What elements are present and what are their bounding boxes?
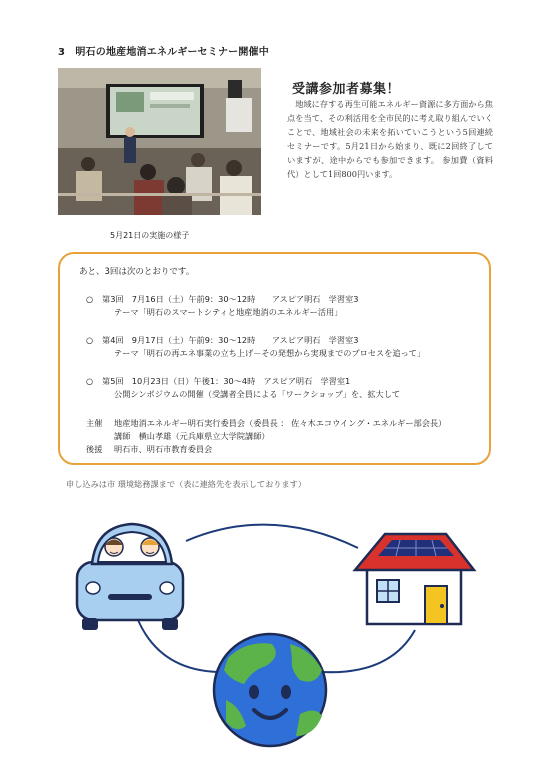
car-icon — [77, 524, 183, 630]
session-line: 第4回 9月17日（土）午前9：30～12時 アスピア明石 学習室3 — [102, 335, 359, 345]
session-line: 第3回 7月16日（土）午前9：30～12時 アスピア明石 学習室3 — [102, 294, 359, 304]
support-label: 後援 — [86, 444, 103, 454]
photo-caption: 5月21日の実施の様子 — [110, 231, 190, 240]
session-theme: 公開シンポジウムの開催（受講者全員による「ワークショップ」を、拡大して — [114, 389, 401, 399]
circle-bullet-icon: ○ — [86, 294, 94, 304]
house-icon — [355, 534, 474, 624]
session-theme: テーマ「明石の再エネ事業の立ち上げ－その発想から実現までのプロセスを追って」 — [114, 348, 426, 358]
session-item — [86, 293, 358, 319]
session-item — [86, 334, 425, 360]
apply-note: 申し込みは市 環境総務課まで（表に連絡先を表示しております） — [66, 479, 307, 489]
schedule-lead: あと、3回は次のとおりです。 — [79, 267, 195, 277]
energy-cycle-illustration — [0, 500, 545, 771]
host-name: 地産地消エネルギー明石実行委員会（委員長 ： 佐々木エコウイング・エネルギー部会長） — [114, 418, 447, 428]
session-theme: テーマ「明石のスマートシティと地産地消のエネルギー活用」 — [114, 307, 343, 317]
connector-arc — [186, 525, 358, 548]
connector-arc — [322, 630, 415, 672]
intro-paragraph: 地域に存する再生可能エネルギー資源に多方面から焦点を当て、その利活用を全市民的に考え取り組んでいくことで、地域社会の未来を拓いていこうという5回連続セミナーです。5月21日から始まり、既に2回終了していますが、途中からでも参加できます。 参加費（資料代）として1回800円います。 — [287, 99, 493, 179]
connector-arc — [138, 620, 218, 672]
host-label: 主催 — [86, 418, 103, 428]
recruit-title: 受講参加者募集！ — [292, 82, 401, 97]
session-line: 第5回 10月23日（日）午後1：30～4時 アスピア明石 学習室1 — [102, 376, 351, 386]
section-heading: 3 明石の地産地消エネルギーセミナー開催中 — [58, 47, 269, 58]
support-name: 明石市、明石市教育委員会 — [114, 444, 213, 454]
seminar-photo — [58, 68, 261, 215]
lecturer: 講師 横山孝雄（元兵庫県立大学院講師） — [114, 431, 270, 441]
circle-bullet-icon: ○ — [86, 376, 94, 386]
session-item — [86, 375, 400, 401]
earth-icon — [214, 634, 326, 746]
organizers — [86, 417, 446, 456]
circle-bullet-icon: ○ — [86, 335, 94, 345]
